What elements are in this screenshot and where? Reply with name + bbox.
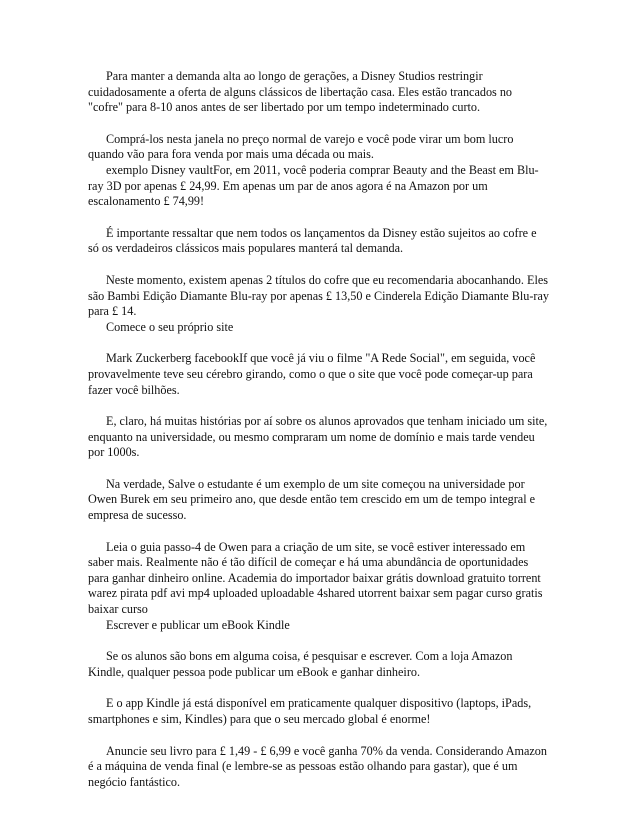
paragraph-gap xyxy=(88,335,550,351)
paragraph-gap xyxy=(88,461,550,477)
paragraph-save-the-student: Na verdade, Salve o estudante é um exemplo de um site começou na universidade por Owen Burek em seu primeiro ano, que desde então tem crescido em um de tempo integral e empresa de sucesso. xyxy=(88,476,536,523)
heading-kindle-ebook: Escrever e publicar um eBook Kindle xyxy=(106,617,290,632)
paragraph-vault-titles: Neste momento, existem apenas 2 títulos do cofre que eu recomendaria abocanhando. Eles são Bambi Edição Diamante Blu-ray por apenas £ 13,50 e Cinderela Edição Diamante Blu-ray para £ 14. xyxy=(88,272,549,319)
paragraph-disney-vault-intro: Para manter a demanda alta ao longo de gerações, a Disney Studios restringir cuidadosamente a oferta de alguns clássicos de libertação casa. Eles estão trancados no "cofre" para 8-10 anos antes de ser libertado por um tempo indeterminado curto. xyxy=(88,69,513,115)
paragraph-gap xyxy=(88,398,550,414)
paragraph-kindle-app: E o app Kindle já está disponível em praticamente qualquer dispositivo (laptops, iPads, smartphones e sim, Kindles) para que o seu mercado global é enorme! xyxy=(88,696,532,726)
paragraph-zuckerberg: Mark Zuckerberg facebookIf que você já viu o filme "A Rede Social", em seguida, você provavelmente teve seu cérebro girando, como o que o site que você pode começar-up para fazer você bilhões. xyxy=(88,351,536,397)
paragraph-student-stories: E, claro, há muitas histórias por aí sobre os alunos aprovados que tenham iniciado um site, enquanto na universidade, ou mesmo compraram um nome de domínio e mais tarde vendeu por 1000s. xyxy=(88,414,548,460)
paragraph-gap xyxy=(88,728,550,744)
paragraph-gap xyxy=(88,116,550,132)
paragraph-gap xyxy=(88,210,550,226)
paragraph-gap xyxy=(88,524,550,540)
paragraph-beauty-beast-example: exemplo Disney vaultFor, em 2011, você poderia comprar Beauty and the Beast em Blu-ray 3D por apenas £ 24,99. Em apenas um par de anos agora é na Amazon por um escalonamento £ 74,99! xyxy=(88,162,539,209)
paragraph-owen-guide: Leia o guia passo-4 de Owen para a criação de um site, se você estiver interessado em saber mais. Realmente não é tão difícil de começar e há uma abundância de oportunidades para ganhar dinheiro online. Academia do importador baixar grátis download gratuito torrent warez pirata pdf avi mp4 uploaded uploadable 4shared utorrent baixar sem pagar curso gratis baixar curso xyxy=(88,539,543,617)
paragraph-gap xyxy=(88,257,550,273)
paragraph-kindle-store: Se os alunos são bons em alguma coisa, é pesquisar e escrever. Com a loja Amazon Kindle, qualquer pessoa pode publicar um eBook e ganhar dinheiro. xyxy=(88,649,513,679)
paragraph-buy-in-window: Comprá-los nesta janela no preço normal de varejo e você pode virar um bom lucro quando vão para fora venda por mais uma década ou mais. xyxy=(88,131,514,162)
paragraph-not-all-releases: É importante ressaltar que nem todos os lançamentos da Disney estão sujeitos ao cofre e só os verdadeiros clássicos mais populares manterá tal demanda. xyxy=(88,225,537,256)
paragraph-gap xyxy=(88,633,550,649)
paragraph-book-pricing: Anuncie seu livro para £ 1,49 - £ 6,99 e você ganha 70% da venda. Considerando Amazon é a máquina de venda final (e lembre-se as pessoas estão olhando para gastar), que é um negócio fantástico. xyxy=(88,743,547,789)
paragraph-gap xyxy=(88,680,550,696)
document-body xyxy=(88,69,550,790)
heading-start-your-site: Comece o seu próprio site xyxy=(106,319,234,334)
